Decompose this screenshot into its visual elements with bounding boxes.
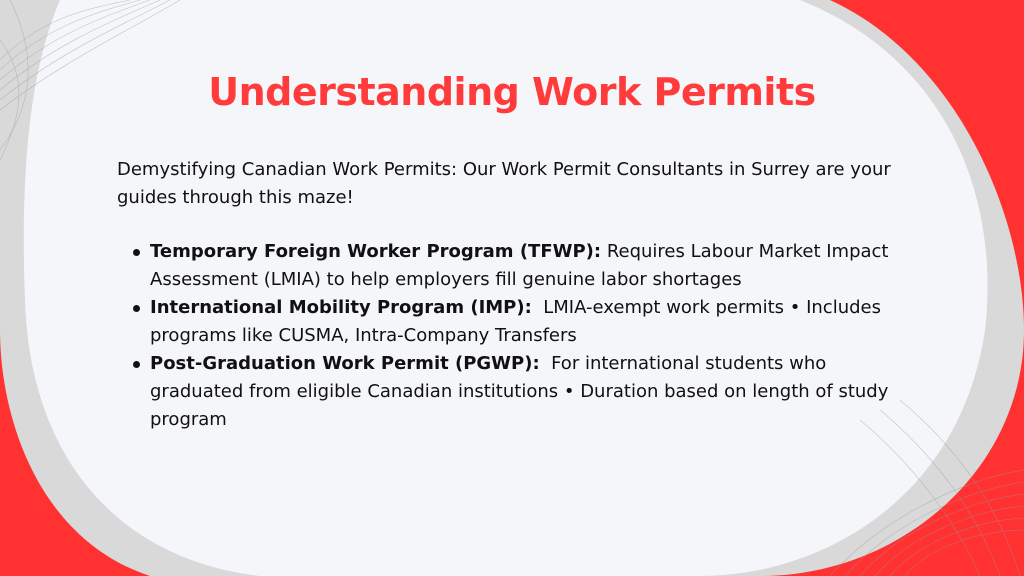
list-item xyxy=(150,294,920,350)
bullet-text: Requires Labour Market Impact Assessment (LMIA) to help employers fill genuine labor shortages xyxy=(150,241,889,290)
bullet-heading: Temporary Foreign Worker Program (TFWP): xyxy=(150,241,602,262)
bullet-dot-icon xyxy=(133,305,140,312)
bullet-text: For international students who graduated from eligible Canadian institutions • Duration based on length of study program xyxy=(150,353,895,430)
bullet-text: LMIA-exempt work permits • Includes programs like CUSMA, Intra-Company Transfers xyxy=(150,297,887,346)
list-item xyxy=(150,350,920,434)
bullet-list xyxy=(150,238,920,434)
bullet-dot-icon xyxy=(133,249,140,256)
bullet-dot-icon xyxy=(133,361,140,368)
bullet-heading: Post-Graduation Work Permit (PGWP): xyxy=(150,353,540,374)
intro-paragraph: Demystifying Canadian Work Permits: Our Work Permit Consultants in Surrey are your guides through this maze! xyxy=(117,159,891,208)
bullet-heading: International Mobility Program (IMP): xyxy=(150,297,532,318)
page-title: Understanding Work Permits xyxy=(208,70,816,114)
list-item xyxy=(150,238,920,294)
